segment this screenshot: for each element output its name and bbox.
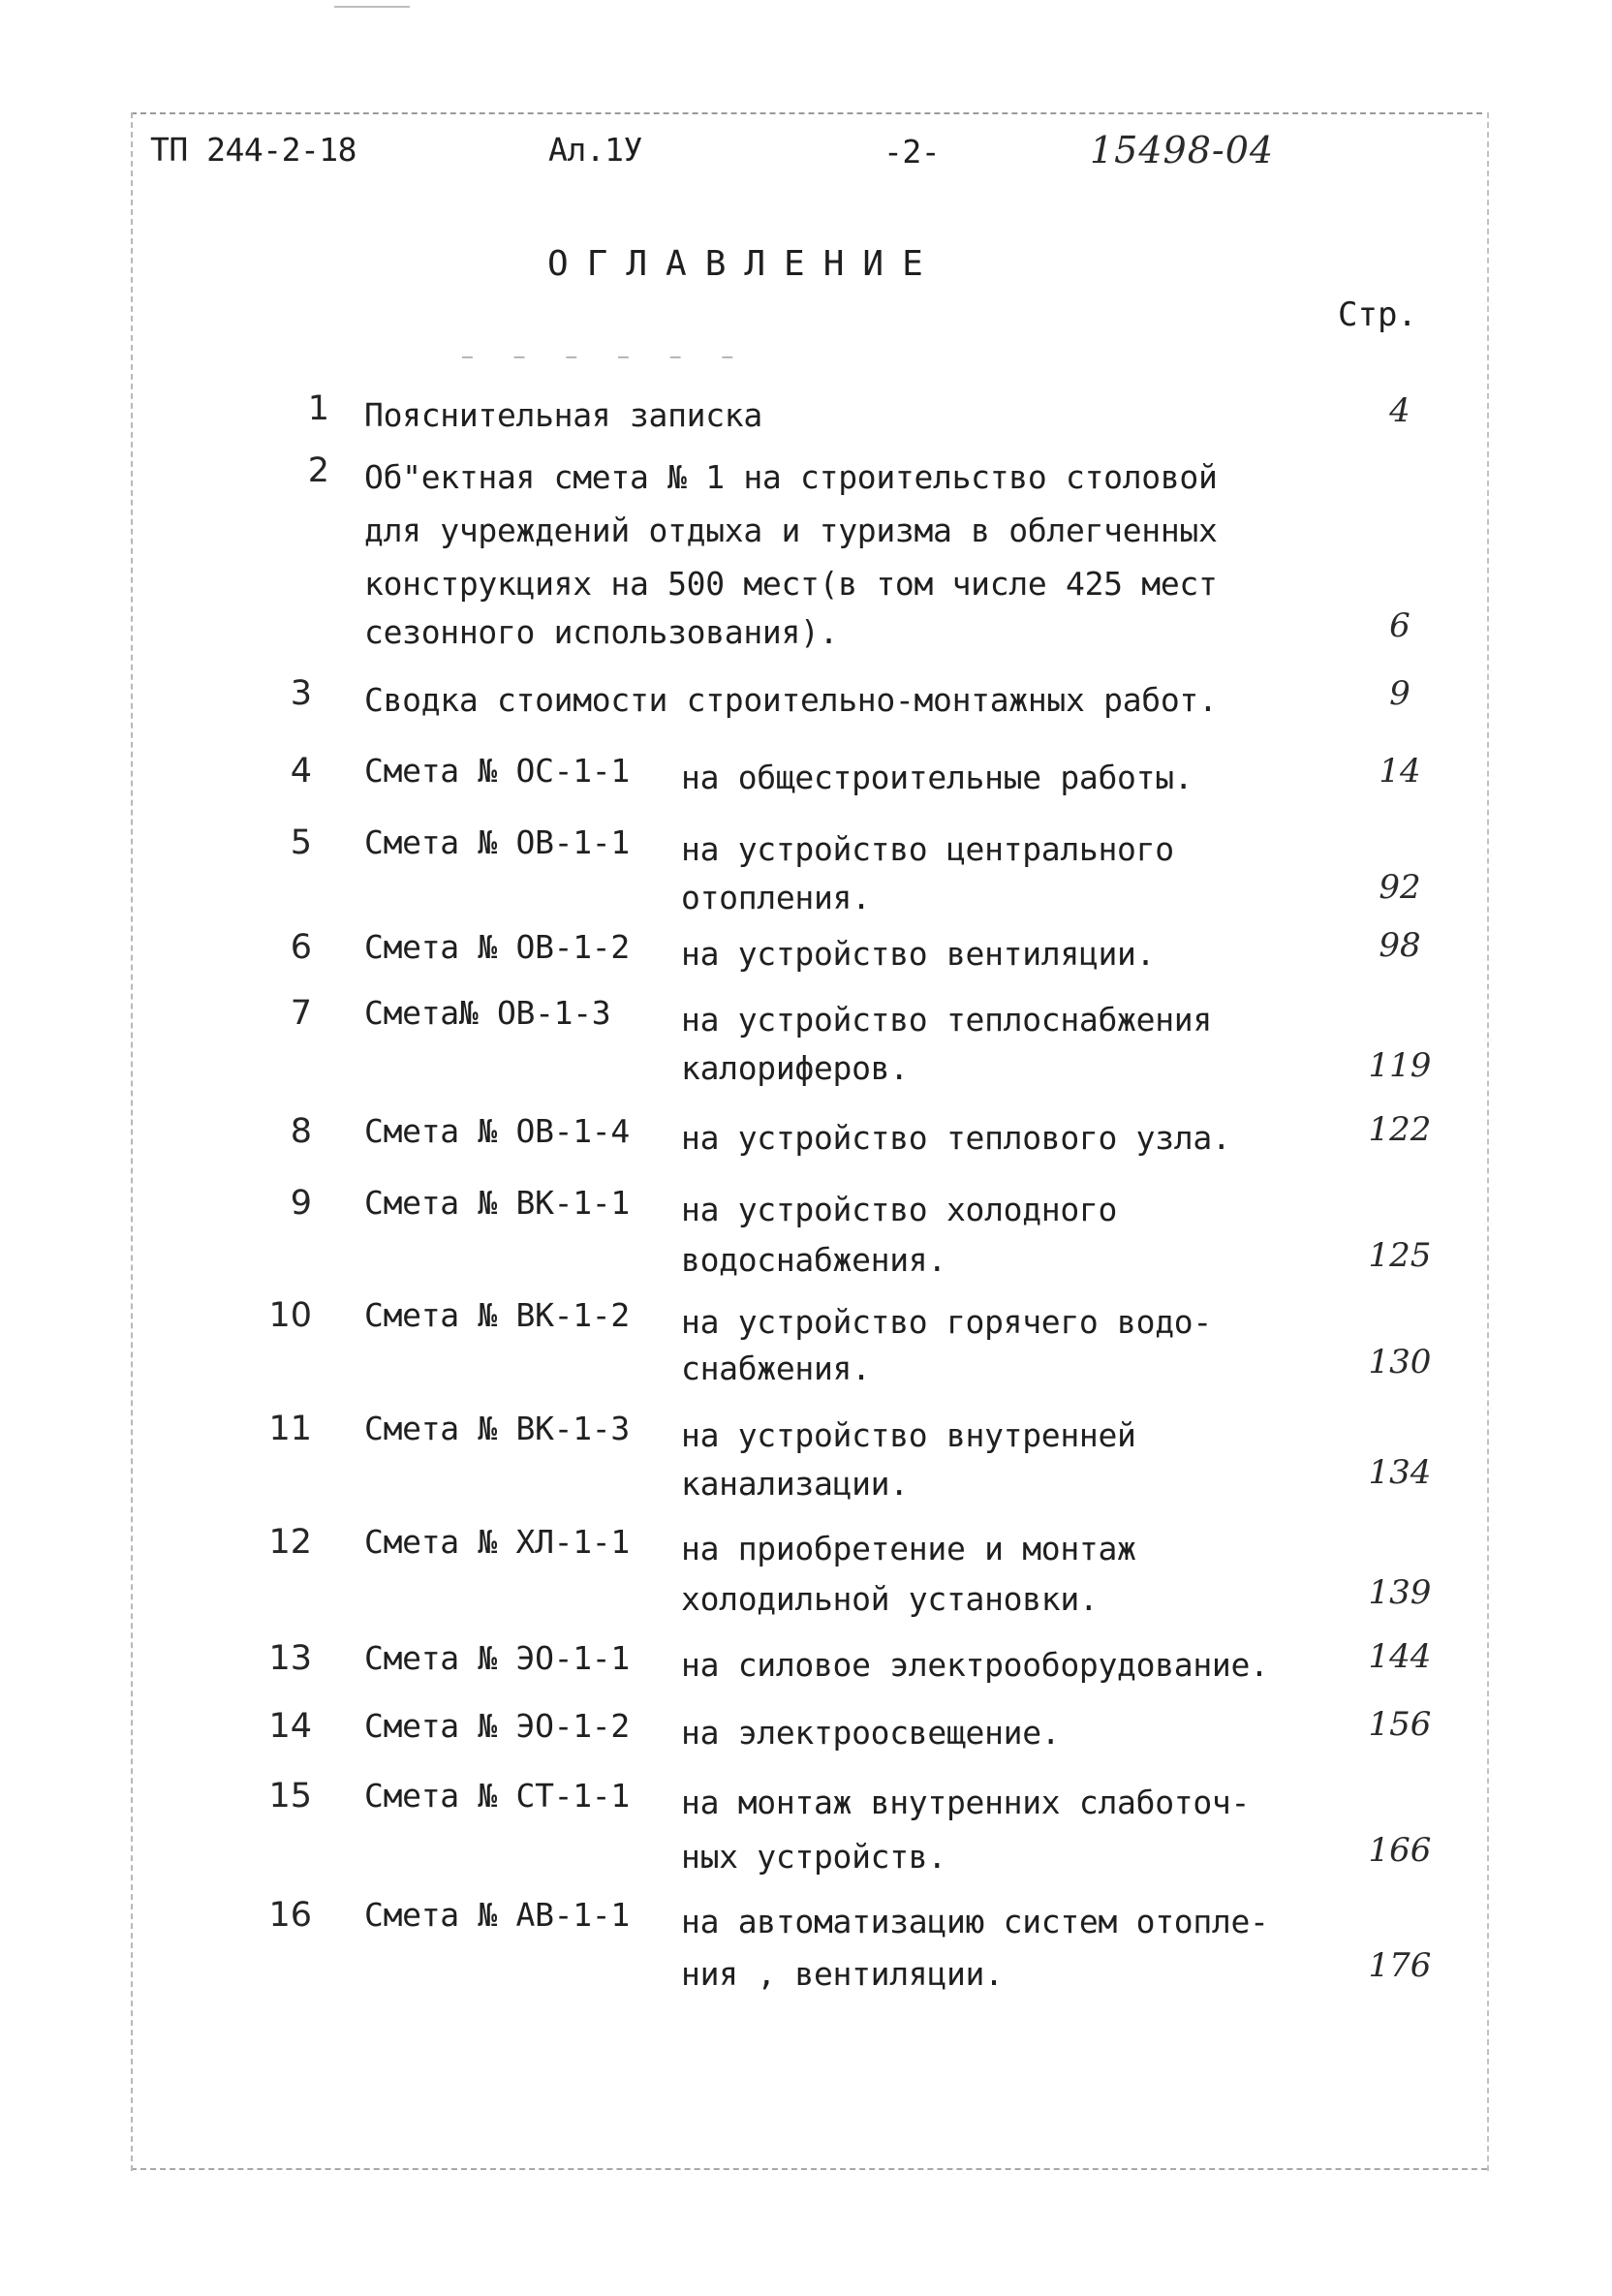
entry-text: ных устройств. (681, 1838, 946, 1876)
entry-number: 10 (268, 1296, 312, 1335)
entry-text: на монтаж внутренних слаботоч- (681, 1784, 1251, 1821)
entry-text: Пояснительная записка (364, 396, 762, 434)
handwritten-inventory-number: 15498-04 (1090, 129, 1275, 171)
entry-text: на силовое электрооборудование. (681, 1646, 1269, 1684)
entry-page: 122 (1368, 1110, 1432, 1149)
entry-text: Об"ектная смета № 1 на строительство столовой (364, 458, 1218, 496)
entry-text: канализации. (681, 1465, 909, 1503)
page-number: -2- (884, 133, 941, 171)
entry-number: 14 (268, 1707, 312, 1746)
entry-number: 13 (268, 1639, 312, 1678)
entry-text: ния , вентиляции. (681, 1955, 1004, 1993)
entry-number: 6 (290, 928, 312, 967)
entry-page: 98 (1379, 926, 1421, 965)
entry-page: 134 (1368, 1453, 1432, 1492)
entry-text: калориферов. (681, 1049, 909, 1087)
entry-page: 156 (1368, 1705, 1432, 1744)
entry-reference: Смета№ ОВ-1-3 (364, 994, 611, 1032)
entry-text: на общестроительные работы. (681, 759, 1194, 796)
entry-page: 4 (1389, 391, 1410, 430)
entry-reference: Смета № ЭО-1-2 (364, 1707, 630, 1745)
frame-left-border (131, 112, 133, 2171)
entry-number: 4 (290, 752, 312, 791)
entry-reference: Смета № ЭО-1-1 (364, 1639, 630, 1677)
entry-page: 130 (1368, 1343, 1432, 1381)
entry-page: 119 (1368, 1046, 1432, 1085)
entry-text: на устройство центрального (681, 830, 1174, 868)
entry-text: конструкциях на 500 мест(в том числе 425 мест (364, 565, 1218, 603)
entry-reference: Смета № СТ-1-1 (364, 1777, 630, 1815)
entry-text: Сводка стоимости строительно-монтажных работ. (364, 681, 1218, 719)
page-column-heading: Стр. (1338, 295, 1417, 334)
entry-text: сезонного использования). (364, 613, 839, 651)
entry-page: 139 (1368, 1573, 1432, 1612)
entry-number: 3 (290, 674, 312, 713)
entry-page: 92 (1379, 868, 1421, 907)
entry-page: 144 (1368, 1637, 1432, 1676)
entry-reference: Смета № АВ-1-1 (364, 1896, 630, 1934)
faint-marks: ‒ ‒ ‒ ‒ ‒ ‒ (462, 347, 749, 367)
entry-number: 2 (307, 451, 329, 490)
entry-number: 5 (290, 823, 312, 862)
entry-number: 1 (307, 389, 329, 428)
entry-text: холодильной установки. (681, 1580, 1099, 1618)
entry-text: снабжения. (681, 1350, 871, 1387)
entry-number: 9 (290, 1184, 312, 1223)
entry-page: 14 (1379, 752, 1421, 791)
entry-text: на приобретение и монтаж (681, 1530, 1136, 1567)
entry-text: на устройство горячего водо- (681, 1303, 1212, 1341)
entry-text: на устройство теплового узла. (681, 1119, 1231, 1157)
frame-right-border (1487, 112, 1489, 2171)
entry-number: 8 (290, 1112, 312, 1151)
document-code: ТП 244-2-18 (150, 131, 357, 169)
entry-page: 125 (1368, 1236, 1432, 1275)
entry-page: 6 (1389, 606, 1410, 645)
entry-text: на электроосвещение. (681, 1714, 1061, 1752)
entry-number: 11 (268, 1410, 312, 1448)
entry-text: на устройство вентиляции. (681, 935, 1156, 973)
scan-mark (334, 6, 410, 8)
entry-reference: Смета № ОВ-1-4 (364, 1112, 630, 1150)
entry-reference: Смета № ОВ-1-2 (364, 928, 630, 966)
entry-text: на устройство холодного (681, 1191, 1118, 1228)
frame-top-border (131, 112, 1482, 114)
entry-reference: Смета № ВК-1-2 (364, 1296, 630, 1334)
entry-text: водоснабжения. (681, 1241, 946, 1279)
frame-bottom-border (131, 2168, 1487, 2170)
entry-number: 7 (290, 994, 312, 1033)
entry-number: 16 (268, 1896, 312, 1935)
entry-reference: Смета № ВК-1-1 (364, 1184, 630, 1222)
entry-page: 176 (1368, 1946, 1432, 1985)
entry-page: 166 (1368, 1831, 1432, 1870)
entry-page: 9 (1389, 674, 1410, 713)
entry-number: 15 (268, 1777, 312, 1815)
entry-reference: Смета № ОВ-1-1 (364, 823, 630, 861)
entry-number: 12 (268, 1523, 312, 1562)
entry-text: отопления. (681, 879, 871, 916)
entry-text: на устройство теплоснабжения (681, 1001, 1212, 1039)
entry-reference: Смета № ВК-1-3 (364, 1410, 630, 1447)
album-label: Ал.1У (548, 131, 642, 169)
entry-text: на устройство внутренней (681, 1416, 1136, 1454)
entry-text: для учреждений отдыха и туризма в облегченных (364, 512, 1218, 549)
entry-reference: Смета № ХЛ-1-1 (364, 1523, 630, 1561)
entry-text: на автоматизацию систем отопле- (681, 1903, 1269, 1940)
toc-title: ОГЛАВЛЕНИЕ (547, 244, 942, 284)
entry-reference: Смета № ОС-1-1 (364, 752, 630, 790)
